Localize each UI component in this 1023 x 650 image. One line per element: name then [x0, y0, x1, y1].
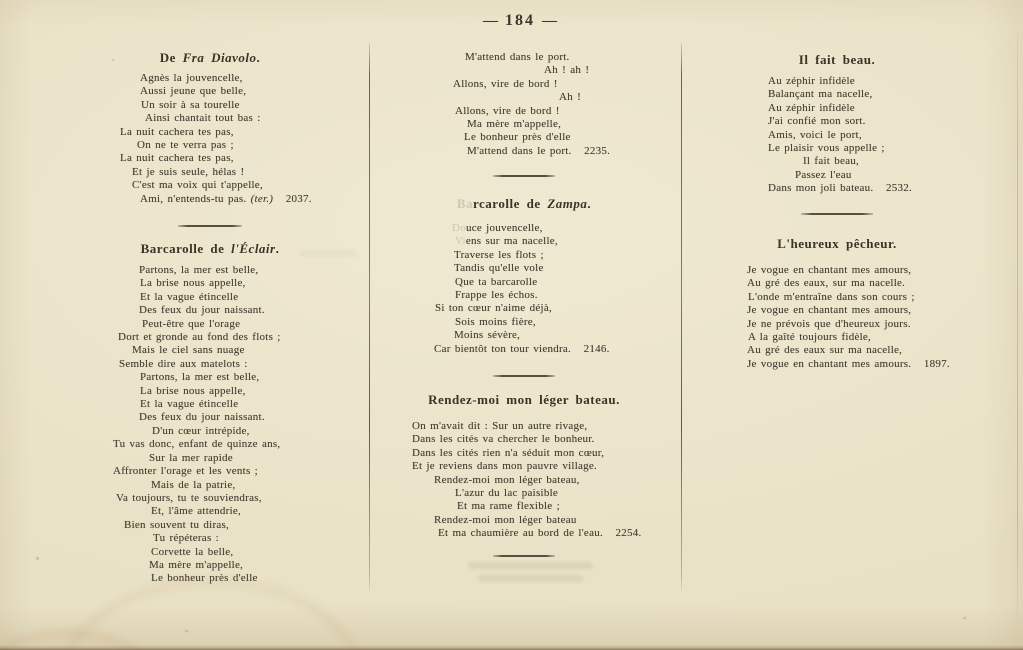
verse-line: Si ton cœur n'aime déjà, [435, 302, 552, 315]
section-divider [493, 175, 555, 177]
song-verse [100, 72, 372, 206]
verse-line: Ainsi chantait tout bas : [145, 112, 261, 125]
line-text: Ami, n'entends-tu pas. [140, 192, 251, 205]
song-title [697, 236, 977, 252]
verse-line: Frappe les échos. [455, 289, 538, 302]
verse-line: Car bientôt ton tour viendra. 2146. [434, 342, 610, 355]
section-divider [178, 225, 242, 227]
verse-line: Au zéphir infidèle [768, 101, 855, 114]
verse-line: Ma mère m'appelle, [149, 558, 244, 571]
verse-line: Tu répéteras : [153, 532, 219, 545]
verse-line: Dans les cités va chercher le bonheur. [412, 433, 595, 446]
section-divider [801, 213, 873, 215]
verse-line: Et ma rame flexible ; [457, 500, 560, 513]
title-text: . [587, 196, 592, 211]
verse-line: Balançant ma nacelle, [768, 88, 873, 101]
verse-line: Et je reviens dans mon pauvre village. [412, 460, 598, 473]
line-text: 2037. [273, 192, 312, 205]
paper-speck [36, 557, 39, 560]
verse-line: Rendez-moi mon léger bateau [434, 513, 577, 526]
column-1 [100, 0, 372, 650]
title-text: Barcarolle de [140, 241, 232, 256]
song-title [384, 196, 664, 212]
verse-line: Au gré des eaux sur ma nacelle, [747, 344, 903, 357]
verse-line: Je vogue en chantant mes amours. 1897. [747, 357, 950, 370]
title-text: Zampa [547, 196, 588, 211]
title-text: Fra Diavolo [182, 50, 257, 65]
verse-line: Sois moins fière, [455, 315, 536, 328]
verse-line: M'attend dans le port. 2235. [467, 144, 611, 157]
verse-line: On m'avait dit : Sur un autre rivage, [412, 420, 588, 432]
song-verse [405, 420, 685, 541]
verse-line: La nuit cachera tes pas, [120, 152, 234, 165]
verse-line: Ah ! ah ! [544, 64, 590, 77]
verse-line: J'ai confié mon sort. [768, 115, 866, 128]
verse-line: Dort et gronde au fond des flots ; [118, 331, 281, 344]
verse-line: Moins sévère, [454, 329, 521, 342]
verse-line: La brise nous appelle, [140, 384, 246, 397]
verse-line: Tu vas donc, enfant de quinze ans, [113, 438, 281, 451]
verse-line: Bien souvent tu diras, [124, 518, 230, 531]
faded-ink: Vi [455, 235, 466, 248]
song-verse [740, 264, 1020, 371]
title-text: Il fait beau. [798, 52, 876, 67]
verse-line: Rendez-moi mon léger bateau, [434, 473, 580, 486]
verse-line: Un soir à sa tourelle [141, 98, 240, 111]
verse-line: Amis, voici le port, [768, 128, 862, 141]
verse-line: Des feux du jour naissant. [139, 411, 265, 424]
section-divider [493, 555, 555, 557]
show-through-text [300, 250, 355, 257]
verse-line: Affronter l'orage et les vents ; [113, 465, 258, 478]
song-verse [405, 51, 685, 158]
verse-line: Allons, vire de bord ! [453, 77, 558, 90]
song-verse [740, 75, 1020, 196]
verse-line: Et, l'âme attendrie, [151, 505, 242, 518]
song-verse [405, 222, 685, 356]
verse-line: Aussi jeune que belle, [140, 85, 247, 98]
show-through-text [478, 575, 583, 582]
title-text: l'Éclair [231, 241, 276, 256]
song-title [697, 52, 977, 68]
verse-line: D'un cœur intrépide, [152, 424, 250, 437]
section-divider [493, 375, 555, 377]
faded-ink: Do [452, 222, 466, 234]
verse-line: La nuit cachera tes pas, [120, 125, 234, 138]
verse-line: Au gré des eaux, sur ma nacelle. [747, 277, 906, 290]
verse-line: Ma mère m'appelle, [467, 118, 562, 131]
column-2 [405, 0, 685, 650]
verse-line: On ne te verra pas ; [137, 139, 234, 152]
verse-line: Et je suis seule, hélas ! [132, 165, 245, 178]
title-text: . [256, 50, 261, 65]
verse-line: Je vogue en chantant mes amours, [747, 264, 912, 276]
title-text: Rendez-moi mon léger bateau. [428, 392, 620, 407]
verse-line: Je vogue en chantant mes amours, [747, 304, 912, 317]
header-right-dash: — [542, 12, 557, 29]
verse-line: Dans mon joli bateau. 2532. [768, 182, 912, 195]
song-verse [100, 264, 372, 586]
song-title [384, 392, 664, 408]
paper-speck [112, 59, 114, 61]
verse-line: Et la vague étincelle [140, 398, 239, 411]
verse-line: Et la vague étincelle [140, 290, 239, 303]
verse-line: Des feux du jour naissant. [139, 304, 265, 317]
verse-line: Sur la mer rapide [149, 451, 233, 464]
verse-line: Partons, la mer est belle, [140, 371, 260, 384]
verse-line: L'onde m'entraîne dans son cours ; [748, 290, 915, 303]
verse-line: Passez l'eau [795, 168, 852, 181]
verse-line: L'azur du lac paisible [455, 487, 559, 500]
paper-speck [963, 617, 966, 619]
verse-line: Et ma chaumière au bord de l'eau. 2254. [438, 527, 642, 540]
verse-line: Mais le ciel sans nuage [132, 344, 245, 357]
line-text: ens sur ma nacelle, [465, 235, 558, 248]
verse-line: A la gaîté toujours fidèle, [748, 331, 872, 344]
verse-line [405, 222, 685, 235]
verse-line: Le bonheur près d'elle [151, 572, 258, 585]
verse-line [100, 193, 372, 206]
verse-line: Je ne prévois que d'heureux jours. [747, 317, 911, 330]
verse-line: Peut-être que l'orage [142, 317, 241, 330]
verse-line: La brise nous appelle, [140, 277, 246, 290]
song-title [74, 50, 346, 66]
faded-ink: Ba [456, 196, 473, 211]
verse-line: Le bonheur près d'elle [464, 131, 571, 144]
verse-line: Allons, vire de bord ! [455, 104, 560, 117]
title-text: L'heureux pêcheur. [777, 236, 897, 251]
title-text: De [159, 50, 183, 65]
verse-line: Traverse les flots ; [454, 248, 544, 261]
page-right-edge [1017, 0, 1018, 650]
verse-line: Que ta barcarolle [455, 275, 538, 288]
verse-line: Agnès la jouvencelle, [140, 72, 243, 84]
paper-speck [185, 630, 188, 632]
verse-line: Dans les cités rien n'a séduit mon cœur, [412, 446, 605, 459]
verse-line: Ah ! [559, 91, 582, 104]
verse-line: Le plaisir vous appelle ; [768, 142, 885, 155]
verse-line: Corvette la belle, [151, 545, 234, 558]
title-text: . [275, 241, 280, 256]
header-left-dash: — [483, 12, 498, 29]
verse-line: Tandis qu'elle vole [454, 262, 544, 275]
verse-line: C'est ma voix qui t'appelle, [132, 179, 263, 192]
verse-line: Partons, la mer est belle, [139, 264, 259, 276]
verse-line: Va toujours, tu te souviendras, [116, 491, 262, 504]
page-number-text: 184 [505, 12, 535, 29]
ter-note: (ter.) [250, 192, 274, 205]
title-text: rcarolle de [473, 196, 548, 211]
verse-line: Au zéphir infidèle [768, 75, 855, 87]
verse-line: Il fait beau, [803, 155, 860, 168]
line-text: uce jouvencelle, [465, 222, 543, 234]
verse-line: M'attend dans le port. [465, 51, 570, 63]
show-through-text [468, 562, 593, 569]
page-bottom-edge [0, 645, 1023, 650]
verse-line [405, 235, 685, 248]
column-3 [740, 0, 1020, 650]
verse-line: Semble dire aux matelots : [119, 357, 248, 370]
verse-line: Mais de la patrie, [151, 478, 236, 491]
